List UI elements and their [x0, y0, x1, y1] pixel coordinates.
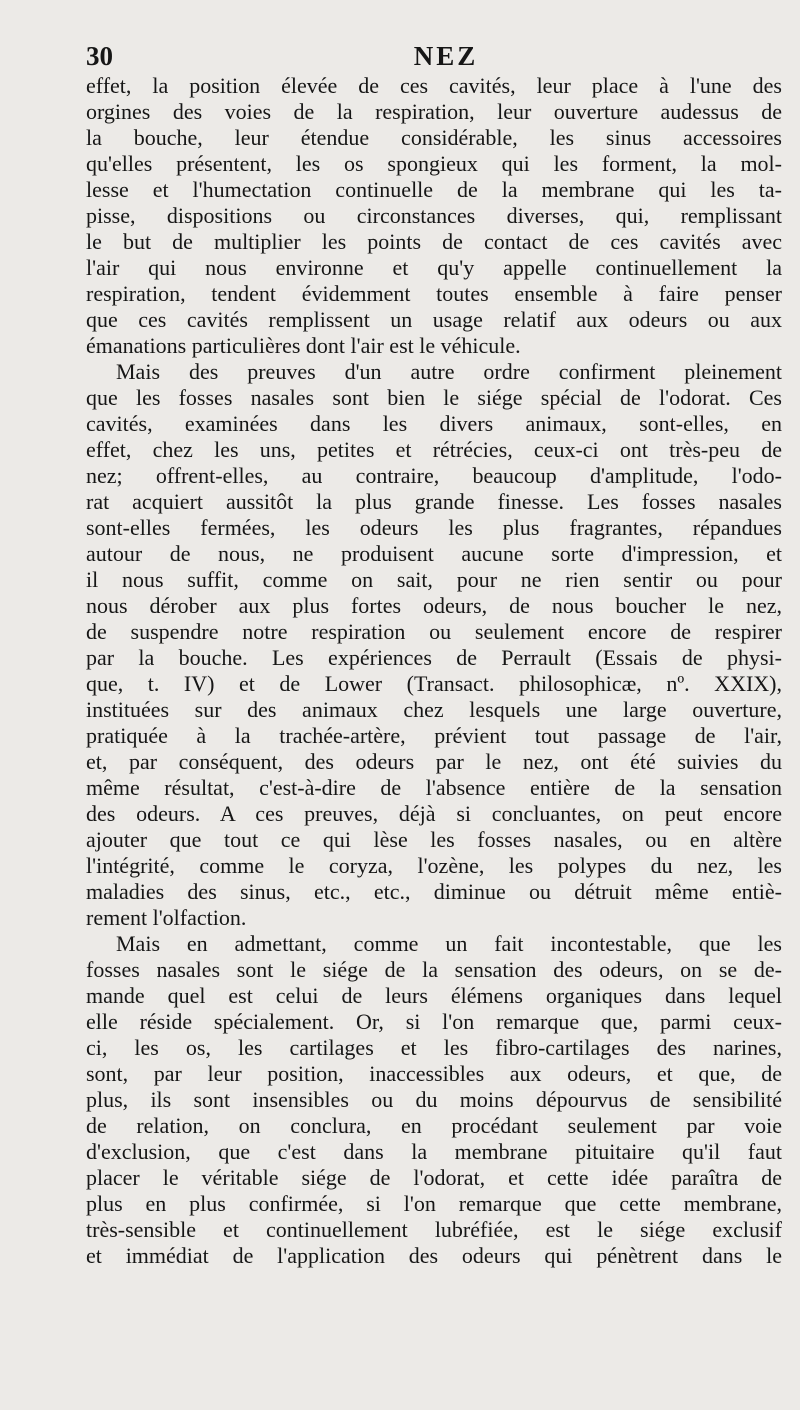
text-line: l'air qui nous environne et qu'y appelle continuellement la — [86, 255, 782, 280]
text-line: instituées sur des animaux chez lesquels une large ouverture, — [86, 697, 782, 722]
text-line: pisse, dispositions ou circonstances diverses, qui, remplissant — [86, 203, 782, 228]
text-line: que, t. IV) et de Lower (Transact. philosophicæ, nº. XXIX), — [86, 671, 782, 696]
text-line: ajouter que tout ce qui lèse les fosses nasales, ou en altère — [86, 827, 782, 852]
text-line: effet, la position élevée de ces cavités, leur place à l'une des — [86, 73, 782, 98]
text-line: par la bouche. Les expériences de Perrault (Essais de physi- — [86, 645, 782, 670]
text-line: de relation, on conclura, en procédant seulement par voie — [86, 1113, 782, 1138]
text-line: et immédiat de l'application des odeurs qui pénètrent dans le — [86, 1243, 782, 1268]
text-line: mande quel est celui de leurs élémens organiques dans lequel — [86, 983, 782, 1008]
text-line: même résultat, c'est-à-dire de l'absence entière de la sensation — [86, 775, 782, 800]
text-line: cavités, examinées dans les divers animaux, sont-elles, en — [86, 411, 782, 436]
body-text — [86, 73, 782, 1269]
page-number: 30 — [86, 41, 113, 71]
text-line: le but de multiplier les points de contact de ces cavités avec — [86, 229, 782, 254]
text-line: respiration, tendent évidemment toutes ensemble à faire penser — [86, 281, 782, 306]
text-line: et, par conséquent, des odeurs par le nez, ont été suivies du — [86, 749, 782, 774]
page-title: NEZ — [413, 41, 479, 71]
text-line: la bouche, leur étendue considérable, les sinus accessoires — [86, 125, 782, 150]
text-line: orgines des voies de la respiration, leur ouverture audessus de — [86, 99, 782, 124]
text-line: rement l'olfaction. — [86, 905, 247, 930]
text-line: rat acquiert aussitôt la plus grande finesse. Les fosses nasales — [86, 489, 782, 514]
text-line: qu'elles présentent, les os spongieux qui les forment, la mol- — [86, 151, 782, 176]
text-line: plus en plus confirmée, si l'on remarque que cette membrane, — [86, 1191, 782, 1216]
text-line: d'exclusion, que c'est dans la membrane pituitaire qu'il faut — [86, 1139, 782, 1164]
text-line: Mais des preuves d'un autre ordre confirment pleinement — [116, 359, 782, 384]
text-line: lesse et l'humectation continuelle de la membrane qui les ta- — [86, 177, 782, 202]
text-line: elle réside spécialement. Or, si l'on remarque que, parmi ceux- — [86, 1009, 782, 1034]
text-line: pratiquée à la trachée-artère, prévient tout passage de l'air, — [86, 723, 782, 748]
text-line: Mais en admettant, comme un fait incontestable, que les — [116, 931, 782, 956]
text-line: de suspendre notre respiration ou seulement encore de respirer — [86, 619, 782, 644]
text-line: très-sensible et continuellement lubréfiée, est le siége exclusif — [86, 1217, 782, 1242]
text-line: émanations particulières dont l'air est le véhicule. — [86, 333, 521, 358]
text-line: nez; offrent-elles, au contraire, beaucoup d'amplitude, l'odo- — [86, 463, 782, 488]
text-line: sont, par leur position, inaccessibles aux odeurs, et que, de — [86, 1061, 782, 1086]
text-line: placer le véritable siége de l'odorat, et cette idée paraîtra de — [86, 1165, 782, 1190]
running-head — [86, 38, 786, 78]
text-line: l'intégrité, comme le coryza, l'ozène, les polypes du nez, les — [86, 853, 782, 878]
text-line: ci, les os, les cartilages et les fibro-cartilages des narines, — [86, 1035, 782, 1060]
text-line: des odeurs. A ces preuves, déjà si concluantes, on peut encore — [86, 801, 782, 826]
text-line: que les fosses nasales sont bien le siége spécial de l'odorat. Ces — [86, 385, 782, 410]
text-line: fosses nasales sont le siége de la sensation des odeurs, on se de- — [86, 957, 782, 982]
text-line: maladies des sinus, etc., etc., diminue ou détruit même entiè- — [86, 879, 782, 904]
text-line: nous dérober aux plus fortes odeurs, de nous boucher le nez, — [86, 593, 782, 618]
text-line: il nous suffit, comme on sait, pour ne rien sentir ou pour — [86, 567, 782, 592]
text-line: effet, chez les uns, petites et rétrécies, ceux-ci ont très-peu de — [86, 437, 782, 462]
text-line: autour de nous, ne produisent aucune sorte d'impression, et — [86, 541, 782, 566]
text-line: plus, ils sont insensibles ou du moins dépourvus de sensibilité — [86, 1087, 782, 1112]
text-line: sont-elles fermées, les odeurs les plus fragrantes, répandues — [86, 515, 782, 540]
text-line: que ces cavités remplissent un usage relatif aux odeurs ou aux — [86, 307, 782, 332]
